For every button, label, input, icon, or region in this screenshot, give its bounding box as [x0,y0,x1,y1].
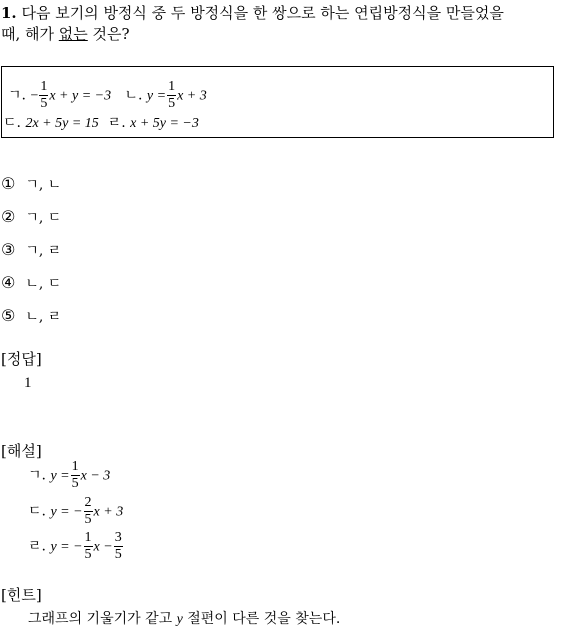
choice-2[interactable] [1,207,61,227]
choice-text: ㄴ, ㄹ [25,309,62,325]
underlined-word: 없는 [58,25,88,43]
sol2-lhs: y = − [50,504,83,520]
choice-mark: ② [1,207,16,226]
sol3-num2: 3 [114,530,122,545]
label-n: ㄴ. [124,87,143,104]
question-line-2 [1,21,130,47]
sol3-num: 1 [84,530,92,545]
sol-label-g: ㄱ. [28,467,46,484]
sol1-den: 5 [71,476,79,491]
sol3-den: 5 [84,547,92,562]
label-r: ㄹ. [107,115,126,131]
eq-n-rest: x + 3 [177,88,207,104]
sol-label-d: ㄷ. [28,503,46,520]
choice-3[interactable] [1,240,61,260]
choice-4[interactable] [1,273,61,293]
sol-label-r: ㄹ. [28,538,46,555]
solution-row-2 [28,496,123,527]
label-d: ㄷ. [3,115,21,131]
sol2-num: 2 [84,495,92,510]
label-g: ㄱ. [8,87,26,104]
sol2-den: 5 [84,512,92,527]
solution-row-3 [28,531,124,562]
question-text-end: 것은? [87,25,130,43]
eq-d: 2x + 5y = 15 [25,116,99,131]
hint-heading: [힌트] [1,586,42,604]
solution-row-1 [28,460,110,491]
solution-heading: [해설] [1,442,42,460]
question-text: 다음 보기의 방정식 중 두 방정식을 한 쌍으로 하는 연립방정식을 만들었을 [21,4,504,22]
sol3-fraction [84,531,93,562]
sol1-rest: x − 3 [80,468,111,484]
choice-5[interactable] [1,306,61,326]
sol3-den2: 5 [114,547,122,562]
eq-r: x + 5y = −3 [130,116,199,131]
box-row-1 [8,80,207,111]
choice-mark: ① [1,174,16,193]
sol1-lhs: y = [50,468,70,484]
sol3-mid: x − [93,539,113,555]
eq-g-fraction [39,80,48,111]
choice-mark: ③ [1,240,16,259]
sol2-fraction [84,496,93,527]
question-number: 1. [1,4,17,22]
choice-text: ㄱ, ㄴ [25,177,62,193]
hint-var: y [176,612,183,627]
choice-1[interactable] [1,174,61,194]
eq-n-den: 5 [168,96,176,111]
eq-g-rest: x + y = −3 [49,88,112,104]
hint-text-after: 절편이 다른 것을 찾는다. [182,611,341,627]
question-text-line2: 때, 해가 [1,25,59,43]
sol1-fraction [71,460,80,491]
choice-text: ㄱ, ㄷ [25,210,62,226]
sol3-fraction-2 [114,531,123,562]
eq-g-den: 5 [40,96,48,111]
sol3-lhs: y = − [50,539,83,555]
answer-heading: [정답] [1,350,42,368]
choice-text: ㄱ, ㄹ [25,243,62,259]
choice-mark: ⑤ [1,306,16,325]
hint-text-before: 그래프의 기울기가 같고 [28,611,177,627]
choice-mark: ④ [1,273,16,292]
sol1-num: 1 [71,459,79,474]
eq-g-minus: − [30,88,39,104]
eq-g-num: 1 [40,79,48,94]
hint-text [28,608,340,628]
eq-n-fraction [167,80,176,111]
box-row-2 [3,112,199,132]
choice-text: ㄴ, ㄷ [25,276,62,292]
eq-n-num: 1 [168,79,176,94]
answer-value: 1 [24,375,32,391]
eq-n-lhs: y = [146,88,167,104]
sol2-rest: x + 3 [93,504,124,520]
